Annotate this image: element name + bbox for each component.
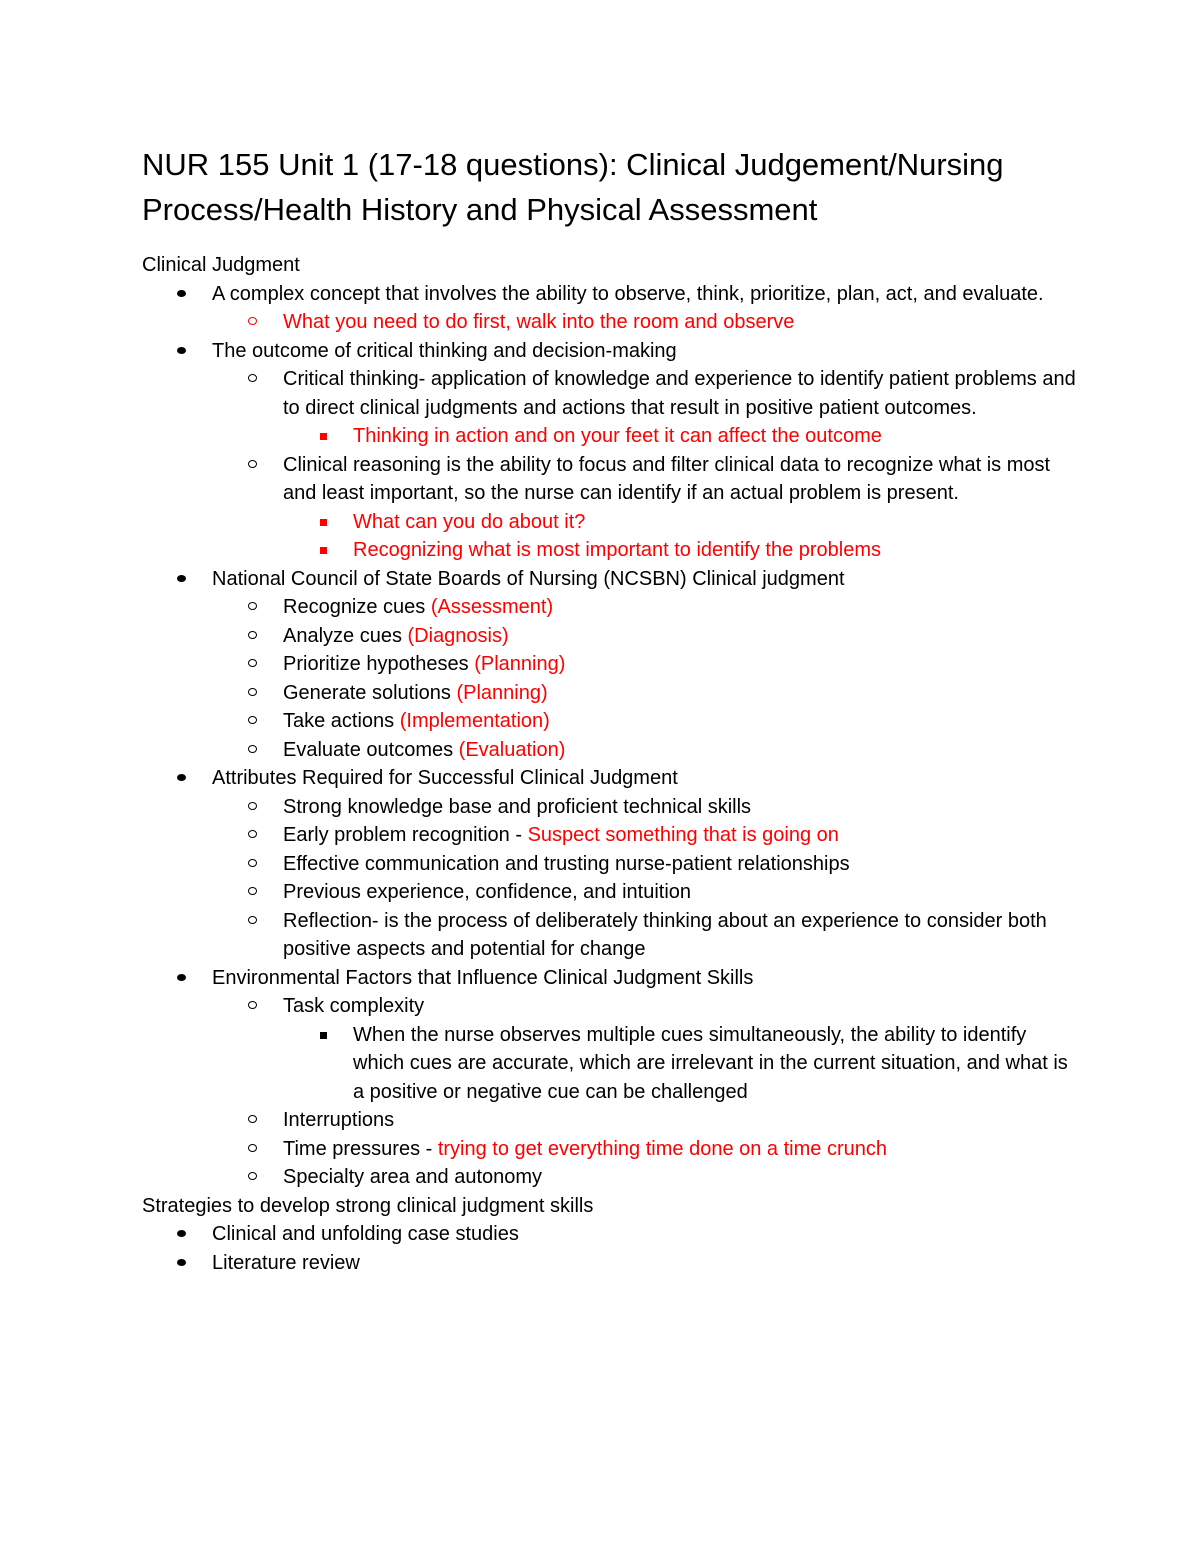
list-item-text: Early problem recognition - <box>283 824 528 846</box>
circle-bullet-icon <box>247 1163 261 1192</box>
list-item-text: Recognizing what is most important to identify the problems <box>353 539 882 561</box>
square-bullet-icon <box>318 508 332 537</box>
list-item-text: National Council of State Boards of Nursing (NCSBN) Clinical judgment <box>212 567 845 590</box>
circle-bullet-icon <box>247 1106 261 1135</box>
list-item <box>142 593 1082 622</box>
circle-bullet-icon <box>247 679 261 708</box>
circle-bullet-icon <box>247 850 261 879</box>
list-item-text: Evaluate outcomes <box>283 738 459 761</box>
circle-bullet-icon <box>247 821 261 850</box>
highlight-note: trying to get everything time done on a time crunch <box>437 1137 887 1160</box>
circle-bullet-icon <box>247 736 261 765</box>
list-item <box>142 736 1082 765</box>
list-item-text: The outcome of critical thinking and decision-making <box>212 339 677 362</box>
list-item <box>142 451 1082 508</box>
disc-bullet-icon <box>175 764 189 793</box>
list-item-text: Recognize cues <box>283 596 431 618</box>
circle-bullet-icon <box>247 1135 261 1164</box>
list-item <box>142 337 1082 366</box>
circle-bullet-icon <box>247 878 261 907</box>
circle-bullet-icon <box>247 451 261 480</box>
circle-bullet-icon <box>247 992 261 1021</box>
highlight-note: (Diagnosis) <box>407 624 509 647</box>
list-item <box>142 308 1082 337</box>
list-item <box>142 622 1082 651</box>
list-item-text: Task complexity <box>283 995 425 1017</box>
circle-bullet-icon <box>247 793 261 822</box>
circle-bullet-icon <box>247 907 261 936</box>
list-item-text: Analyze cues <box>283 624 408 647</box>
highlight-note: (Implementation) <box>399 710 550 732</box>
square-bullet-icon <box>318 422 332 451</box>
list-item <box>142 679 1082 708</box>
circle-bullet-icon <box>247 622 261 651</box>
list-item-text: Prioritize hypotheses <box>283 653 475 675</box>
list-item <box>142 764 1082 793</box>
list-item-text: Reflection- is the process of deliberately thinking about an experience to consider both positive aspects and potential for change <box>283 909 1047 960</box>
highlight-note: (Evaluation) <box>458 738 566 761</box>
circle-bullet-icon <box>247 707 261 736</box>
list-item <box>142 1106 1082 1135</box>
disc-bullet-icon <box>175 337 189 366</box>
list-item-text: When the nurse observes multiple cues simultaneously, the ability to identify which cues are accurate, which are irrelevant in the current situation, and what is a positive or negative cue can be challenged <box>353 1023 1068 1103</box>
highlight-note: Suspect something that is going on <box>527 824 839 846</box>
list-item-text: Effective communication and trusting nurse-patient relationships <box>283 852 850 875</box>
list-item-text: Critical thinking- application of knowledge and experience to identify patient problems and to direct clinical judgments and actions that result in positive patient outcomes. <box>283 368 1076 419</box>
section-heading: Strategies to develop strong clinical judgment skills <box>142 1194 594 1217</box>
list-item-text: Attributes Required for Successful Clinical Judgment <box>212 767 678 789</box>
list-item-text: Generate solutions <box>283 681 457 704</box>
list-item <box>142 422 1082 451</box>
list-item-text: Literature review <box>212 1251 360 1274</box>
highlight-note: (Planning) <box>474 653 566 675</box>
circle-bullet-icon <box>247 650 261 679</box>
list-item-text: What you need to do first, walk into the room and observe <box>283 311 795 333</box>
square-bullet-icon <box>318 1021 332 1050</box>
disc-bullet-icon <box>175 565 189 594</box>
list-item-text: What can you do about it? <box>353 510 586 533</box>
highlight-note: (Planning) <box>456 681 548 704</box>
list-item <box>142 1163 1082 1192</box>
list-item <box>142 907 1082 964</box>
list-item <box>142 1135 1082 1164</box>
list-item <box>142 650 1082 679</box>
list-item-text: Specialty area and autonomy <box>283 1166 543 1188</box>
list-item <box>142 821 1082 850</box>
list-item-text: Environmental Factors that Influence Clinical Judgment Skills <box>212 966 754 989</box>
list-item <box>142 964 1082 993</box>
list-item <box>142 992 1082 1021</box>
document-title: NUR 155 Unit 1 (17-18 questions): Clinical Judgement/Nursing Process/Health History and Physical Assessment <box>142 147 1004 227</box>
list-item-text: Clinical reasoning is the ability to focus and filter clinical data to recognize what is most and least important, so the nurse can identify if an actual problem is present. <box>283 453 1051 504</box>
list-item <box>142 1249 1082 1278</box>
document-page <box>142 142 1082 1277</box>
list-item <box>142 536 1082 565</box>
disc-bullet-icon <box>175 1220 189 1249</box>
list-item-text: Previous experience, confidence, and intuition <box>283 881 692 903</box>
square-bullet-icon <box>318 536 332 565</box>
circle-bullet-icon <box>247 593 261 622</box>
list-item <box>142 707 1082 736</box>
list-item <box>142 508 1082 537</box>
circle-bullet-icon <box>247 308 261 337</box>
list-item <box>142 1021 1082 1107</box>
disc-bullet-icon <box>175 280 189 309</box>
list-item-text: Interruptions <box>283 1109 395 1131</box>
list-item <box>142 793 1082 822</box>
highlight-note: (Assessment) <box>430 596 554 618</box>
list-item-text: Take actions <box>283 710 400 732</box>
list-item <box>142 850 1082 879</box>
list-item <box>142 565 1082 594</box>
circle-bullet-icon <box>247 365 261 394</box>
list-item <box>142 1220 1082 1249</box>
list-item-text: Clinical and unfolding case studies <box>212 1223 519 1245</box>
list-item-text: Strong knowledge base and proficient technical skills <box>283 795 752 818</box>
disc-bullet-icon <box>175 964 189 993</box>
document-body <box>142 251 1082 1277</box>
list-item <box>142 365 1082 422</box>
list-item-text: Time pressures - <box>283 1137 438 1160</box>
section-heading: Clinical Judgment <box>142 254 300 276</box>
list-item <box>142 878 1082 907</box>
list-item-text: Thinking in action and on your feet it can affect the outcome <box>353 425 882 447</box>
disc-bullet-icon <box>175 1249 189 1278</box>
list-item-text: A complex concept that involves the ability to observe, think, prioritize, plan, act, and evaluate. <box>212 282 1044 305</box>
list-item <box>142 280 1082 309</box>
